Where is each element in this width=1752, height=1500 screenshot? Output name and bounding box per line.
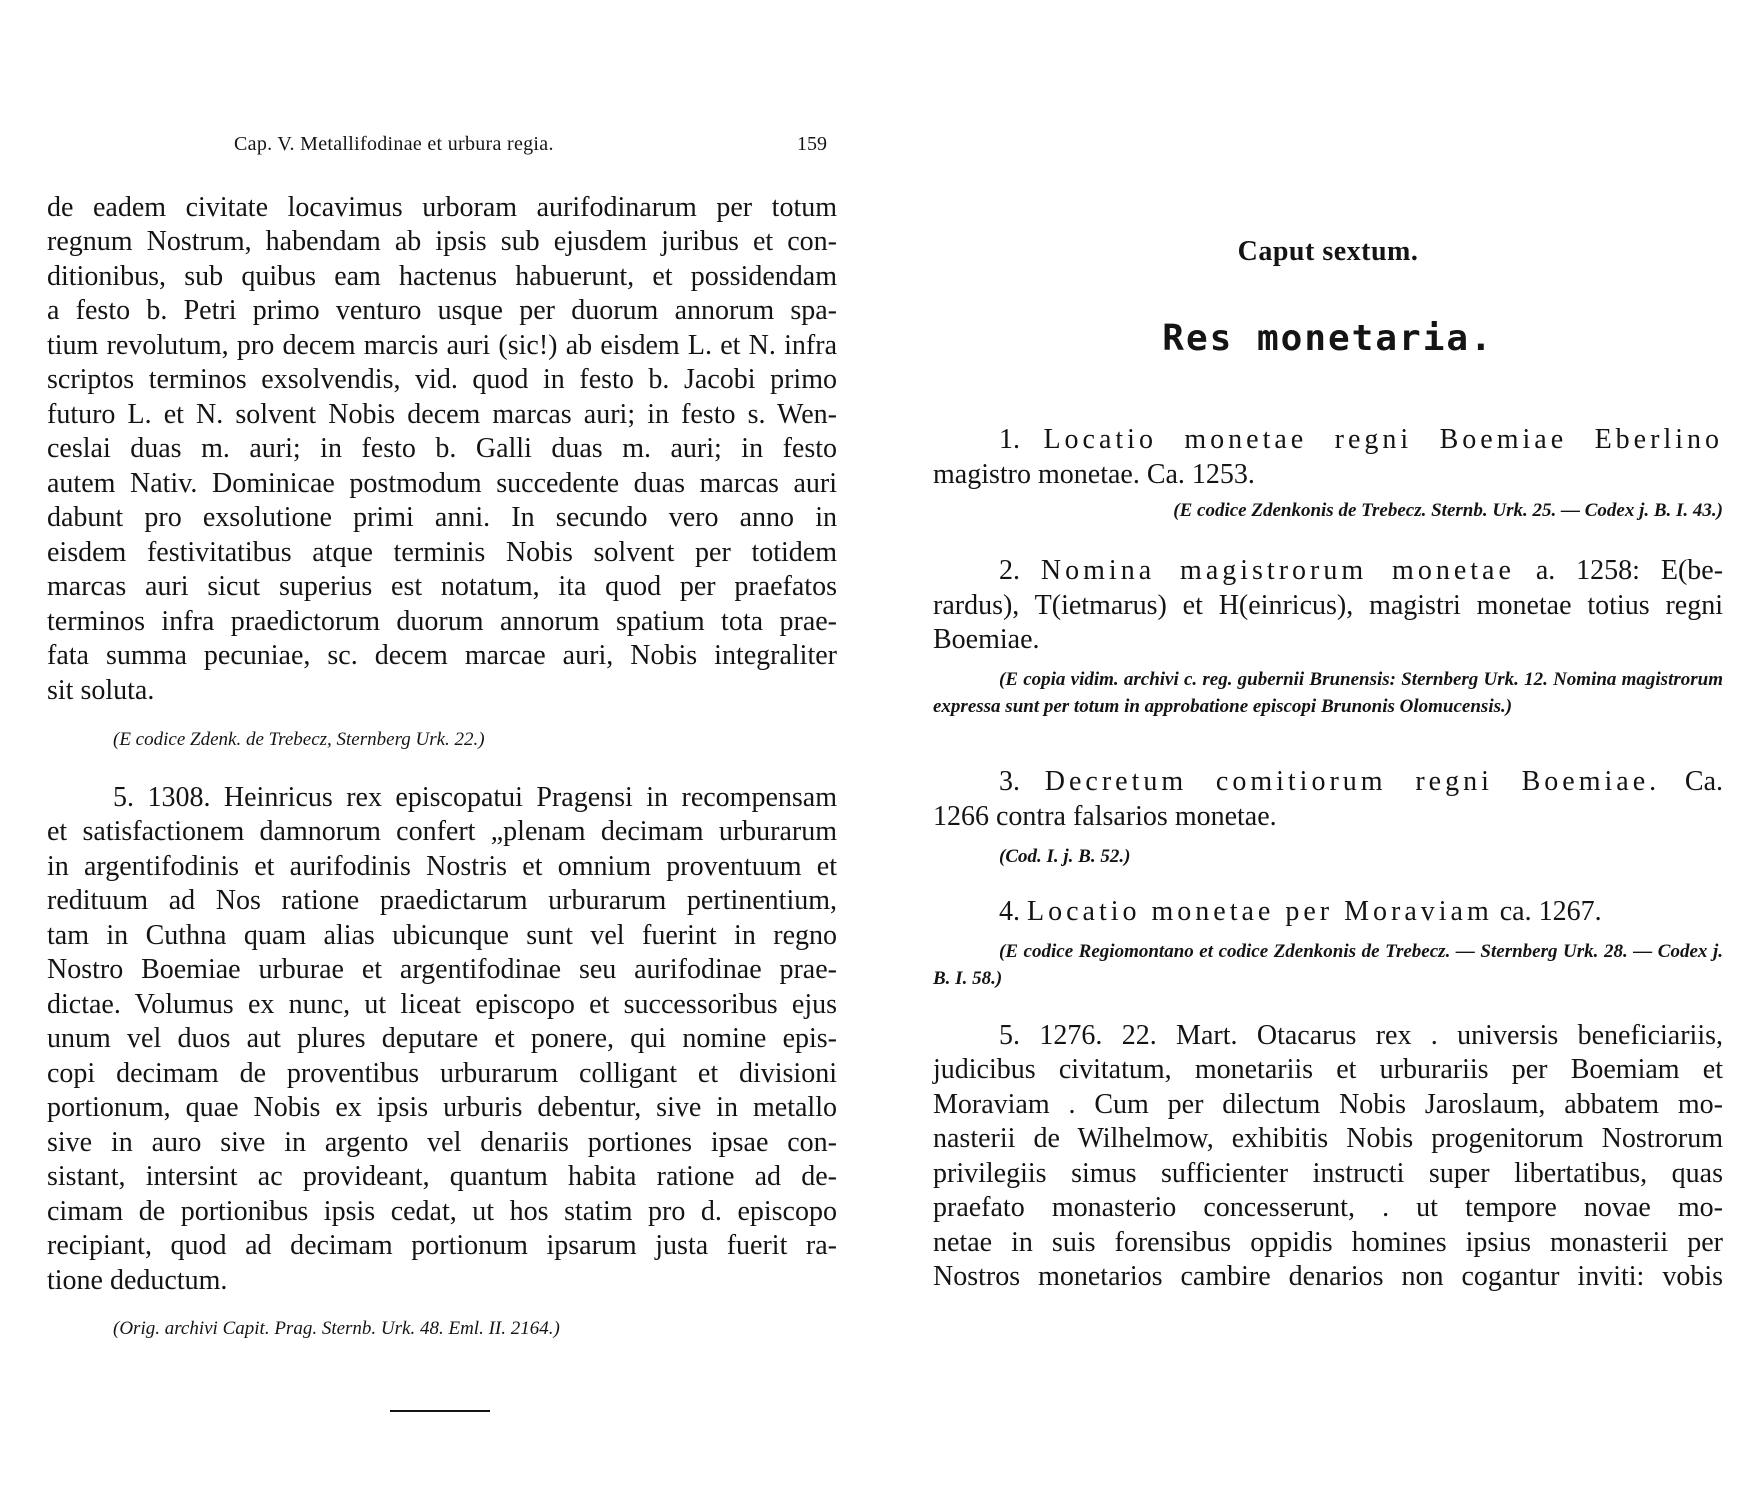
entry-2-citation [933,666,1723,720]
text-line: marcas auri sicut superius est notatum, ita quod per praefatos [47,571,837,602]
text-line: privilegiis simus sufficienter instructi super libertatibus, quas [933,1158,1723,1189]
text-line: tium revolutum, pro decem marcis auri (sic!) ab eisdem L. et N. infra [47,330,837,361]
text-line: Nostros monetarios cambire denarios non cogantur inviti: vobis [933,1261,1723,1292]
entry-number: 4. [999,896,1020,927]
text-line: et satisfactionem damnorum confert „plenam decimam urburarum [47,816,837,847]
text-line: fata summa pecuniae, sc. decem marcae auri, Nobis integraliter [47,640,837,671]
entry-1 [933,423,1723,458]
text-line: redituum ad Nos ratione praedictarum urburarum pertinentium, [47,885,837,916]
text-line: tione deductum. [47,1265,228,1296]
text-line: recipiant, quod ad decimam portionum ipsarum justa fuerit ra- [47,1230,837,1261]
text-line: Moraviam . Cum per dilectum Nobis Jaroslaum, abbatem mo- [933,1089,1723,1120]
entry-title: Locatio monetae per Moraviam [1027,896,1493,927]
entry-4 [933,895,1723,930]
entry-3-citation [933,843,1723,870]
separator-rule [390,1410,490,1412]
citation: (Orig. archivi Capit. Prag. Sternb. Urk. 48. Eml. II. 2164.) [113,1318,560,1339]
text-line: copi decimam de proventibus urburarum colligant et divisioni [47,1058,837,1089]
text-line: futuro L. et N. solvent Nobis decem marcas auri; in festo s. Wen- [47,399,837,430]
citation-text: (Cod. I. j. B. 52.) [999,846,1131,867]
text-line: Nostro Boemiae urburae et argentifodinae seu aurifodinae prae- [47,954,837,985]
entry-2 [933,554,1723,589]
section-title: Res monetaria. [1162,318,1494,359]
text-line: eisdem festivitatibus atque terminis Nobis solvent per totidem [47,537,837,568]
text-line: 5. 1276. 22. Mart. Otacarus rex . universis beneficiariis, [999,1020,1723,1051]
text-line: de eadem civitate locavimus urboram aurifodinarum per totum [47,192,837,223]
text-line: nasterii de Wilhelmow, exhibitis Nobis progenitorum Nostrorum [933,1123,1723,1154]
text-line: praefato monasterio concesserunt, . ut tempore novae mo- [933,1192,1723,1223]
text-line: in argentifodinis et aurifodinis Nostris et omnium proventuum et [47,851,837,882]
text-line: 5. 1308. Heinricus rex episcopatui Pragensi in recompensam [113,782,837,813]
entry-4-citation [933,938,1723,992]
text-line: dictae. Volumus ex nunc, ut liceat episcopo et successoribus ejus [47,989,837,1020]
citation: (E codice Zdenk. de Trebecz, Sternberg Urk. 22.) [113,729,485,750]
text-line: sit soluta. [47,675,155,706]
entry-title: Decretum comitiorum regni Boemiae. [1044,766,1661,797]
citation-text: (E copia vidim. archivi c. reg. gubernii Brunensis: Sternberg Urk. 12. Nomina magistrorum expressa sunt per totum in approbatione episcopi Brunonis Olomucensis.) [933,669,1723,717]
text-line: sive in auro sive in argento vel denariis portiones ipsae con- [47,1127,837,1158]
page-number: 159 [797,133,827,155]
entry-2-line: rardus), T(ietmarus) et H(einricus), magistri monetae totius regni [933,590,1723,621]
chapter-heading: Caput sextum. [1237,236,1419,267]
text-line: judicibus civitatum, monetariis et urburariis per Boemiam et [933,1054,1723,1085]
text-line: a festo b. Petri primo venturo usque per duorum annorum spa- [47,295,837,326]
entry-rest: Ca. [1684,766,1724,797]
text-line: ceslai duas m. auri; in festo b. Galli duas m. auri; in festo [47,433,837,464]
entry-rest: a. 1258: E(be- [1535,555,1724,586]
running-head: Cap. V. Metallifodinae et urbura regia. [234,133,554,155]
text-line: cimam de portionibus ipsis cedat, ut hos statim pro d. episcopo [47,1196,837,1227]
text-line: unum vel duos aut plures deputare et ponere, qui nomine epis- [47,1023,837,1054]
text-line: sistant, intersint ac provideant, quantum habita ratione ad de- [47,1161,837,1192]
text-line: netae in suis forensibus oppidis homines ipsius monasterii per [933,1227,1723,1258]
text-line: scriptos terminos exsolvendis, vid. quod in festo b. Jacobi primo [47,364,837,395]
entry-number: 1. [999,424,1020,455]
entry-3 [933,765,1723,800]
entry-2-line: Boemiae. [933,624,1040,655]
text-line: autem Nativ. Dominicae postmodum succedente duas marcas auri [47,468,837,499]
entry-1-citation: (E codice Zdenkonis de Trebecz. Sternb. Urk. 25. — Codex j. B. I. 43.) [1173,500,1723,521]
text-line: tam in Cuthna quam alias ubicunque sunt vel fuerint in regno [47,920,837,951]
citation-text: (E codice Regiomontano et codice Zdenkonis de Trebecz. — Sternberg Urk. 28. — Codex j. B. I. 58.) [933,941,1723,989]
text-line: dabunt pro exsolutione primi anni. In secundo vero anno in [47,502,837,533]
entry-title: Nomina magistrorum monetae [1040,555,1515,586]
entry-3-line: 1266 contra falsarios monetae. [933,801,1277,832]
text-line: regnum Nostrum, habendam ab ipsis sub ejusdem juribus et con- [47,226,837,257]
entry-number: 2. [999,555,1020,586]
entry-1-line: magistro monetae. Ca. 1253. [933,459,1255,490]
entry-number: 3. [999,766,1020,797]
text-line: terminos infra praedictorum duorum annorum spatium tota prae- [47,606,837,637]
entry-rest: ca. 1267. [1499,896,1602,927]
entry-title: Locatio monetae regni Boemiae Eberlino [1043,424,1723,455]
text-line: ditionibus, sub quibus eam hactenus habuerunt, et possidendam [47,261,837,292]
text-line: portionum, quae Nobis ex ipsis urburis debentur, sive in metallo [47,1092,837,1123]
